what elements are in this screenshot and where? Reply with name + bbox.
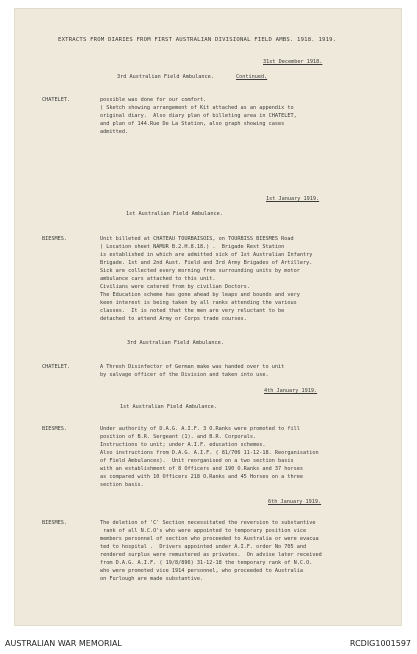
unit-heading: 3rd Australian Field Ambulance.	[117, 74, 214, 80]
entry-line: and plan of 144.Rue De La Station, also graph showing cases	[100, 121, 285, 127]
entry-line: Under authority of D.A.G. A.I.F. 3 O.Ranks were promoted to fill	[100, 426, 300, 432]
entry-line: possible was done for our comfort.	[100, 97, 207, 103]
entry-line: Sick are collected every morning from surrounding units by motor	[100, 268, 300, 274]
entry-line: section basis.	[100, 482, 144, 488]
place-name: CHATELET.	[42, 97, 71, 103]
entry-line: A Thresh Disinfector of German make was handed over to unit	[100, 364, 285, 370]
section-date: 1st January 1919.	[266, 196, 320, 202]
entry-line: Unit billeted at CHATEAU TOURBAISOIS, on TOURBISS BIESMES Road	[100, 236, 294, 242]
place-name: BIESMES.	[42, 236, 67, 242]
entry-line: Brigade. 1st and 2nd Aust. Field and 3rd Army Brigades of Artillery.	[100, 260, 313, 266]
entry-line: Also instructions from D.A.G. A.I.F. ( 81/706 11-12-18. Reorganisation	[100, 450, 319, 456]
entry-line: rendered surplus were remustered as privates. On advise later received	[100, 552, 322, 558]
entry-line: members personnel of section who proceeded to Australia or were evacua	[100, 536, 319, 542]
entry-line: classes. It is noted that the men are very reluctant to be	[100, 308, 285, 314]
unit-heading: 1st Australian Field Ambulance.	[126, 211, 223, 217]
section-date: 6th January 1919.	[268, 499, 322, 505]
place-name: BIESMES.	[42, 426, 67, 432]
entry-line: admitted.	[100, 129, 129, 135]
entry-line: on Furlough are made substantive.	[100, 576, 204, 582]
entry-line: is established in which are admitted sick of 1st Australian Infantry	[100, 252, 313, 258]
footer-record-id: RCDIG1001597	[349, 639, 411, 648]
entry-line: who were promoted vice 1914 personnel, who proceeded to Australia	[100, 568, 304, 574]
entry-line: ambulance cars attached to this unit.	[100, 276, 216, 282]
entry-line: position of B.R. Sergeant (1). and B.R. Corporals.	[100, 434, 257, 440]
unit-heading: 3rd Australian Field Ambulance.	[127, 340, 224, 346]
entry-line: with an establishment of 8 Officers and 190 O.Ranks and 37 horses	[100, 466, 304, 472]
entry-line: from D.A.G. A.I.F. ( 19/8/896) 31-12-18 the temporary rank of N.C.O.	[100, 560, 313, 566]
section-date: 4th January 1919.	[264, 388, 318, 394]
entry-line: Civilians were catered from by civilian Doctors.	[100, 284, 250, 290]
section-date: 31st December 1918.	[263, 59, 323, 65]
entry-line: ( Location sheet NAMUR B.2.H.8.18.) . Brigade Rest Station	[100, 244, 285, 250]
entry-line: The deletion of 'C' Section necessitated the reversion to substantive	[100, 520, 316, 526]
entry-line: ( Sketch showing arrangement of Kit attached as an appendix to	[100, 105, 294, 111]
document-header: EXTRACTS FROM DIARIES FROM FIRST AUSTRALIAN DIVISIONAL FIELD AMBS. 1918. 1919.	[58, 37, 337, 43]
entry-line: of Field Ambulances). Unit reorganised on a two section basis	[100, 458, 294, 464]
entry-line: ted to hospital . Drivers appointed under A.I.F. order No 705 and	[100, 544, 307, 550]
entry-line: Instructions to unit; under A.I.F. education schemes.	[100, 442, 266, 448]
entry-line: by salvage officer of the Division and taken into use.	[100, 372, 269, 378]
entry-line: detached to attend Army or Corps trade courses.	[100, 316, 247, 322]
continued-label: Continued.	[236, 74, 268, 80]
entry-line: as compared with 10 Officers 218 O.Ranks and 45 Horses on a three	[100, 474, 304, 480]
entry-line: original diary. Also diary plan of billeting area in CHATELET,	[100, 113, 297, 119]
entry-line: The Education scheme has gone ahead by leaps and bounds and very	[100, 292, 300, 298]
place-name: CHATELET.	[42, 364, 71, 370]
unit-heading: 1st Australian Field Ambulance.	[120, 404, 217, 410]
entry-line: rank of all N.C.O's who were appointed to temporary position vice	[100, 528, 307, 534]
place-name: BIESMES.	[42, 520, 67, 526]
entry-line: keen interest is being taken by all ranks attending the various	[100, 300, 297, 306]
footer-institution: AUSTRALIAN WAR MEMORIAL	[5, 639, 122, 648]
